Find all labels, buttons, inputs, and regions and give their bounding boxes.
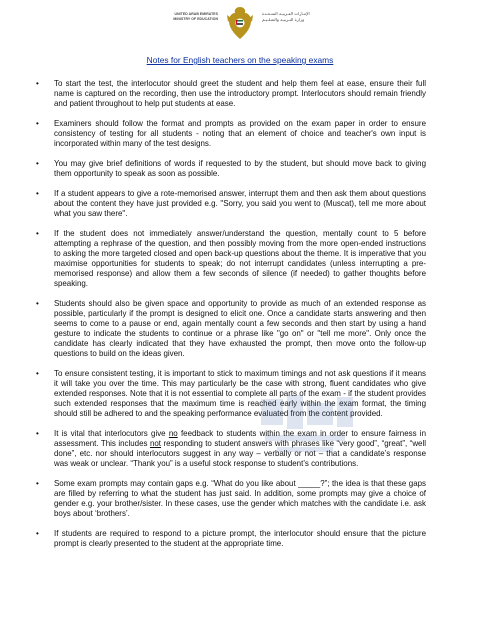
note-item-feedback: [54, 429, 426, 469]
note-item: • Students should also be given space and opportunity to provide as much of an extended response as possible, particularly if the prompt is designed to elicit one. Once a candidate starts answering and then seems to come to a pause or end, again mentally count a few seconds and then start by using a hand gesture to indicate the students to continue or a phrase like "go on" or "tell me more". Only once the candidate has clearly indicated that they have exhausted the prompt, then move onto the follow-up questions to build on the ideas given.: [54, 299, 426, 359]
note-text: feedback to students within the exam in order to ensure fairness in assessment. This includes: [54, 429, 426, 448]
letterhead: [0, 0, 480, 46]
ministry-line: وزارة التـربيـة والتعـلـيـم: [262, 17, 305, 22]
note-item: • Some exam prompts may contain gaps e.g. “What do you like about _____?”; the idea is that these gaps are filled by referring to what the student has just said. In addition, some prompts may give a choice of gender e.g. your brother/sister. In these cases, use the gender which matches with the candidate i.e. ask boys about ‘brothers’.: [54, 479, 426, 519]
note-item: • If the student does not immediately answer/understand the question, mentally count to 5 before attempting a rephrase of the question, and then possibly moving from the more open-ended instructions to asking the more targeted closed and open back-up questions about the theme. It is imperative that you maximise opportunities for students to speak; do not interrupt candidates (unless interrupting a pre-memorised response) and allow them a few seconds of silence (if needed) to gather thoughts before speaking.: [54, 229, 426, 289]
note-item: • To start the test, the interlocutor should greet the student and help them feel at ease, ensure their full name is captured on the recording, then use the introductory prompt. Interlocutors should remain friendly and patient throughout to help put students at ease.: [54, 79, 426, 109]
note-item: • If a student appears to give a rote-memorised answer, interrupt them and then ask them about questions about the content they have just provided e.g. "Sorry, you said you went to (Muscat), tell me more about what you saw there".: [54, 189, 426, 219]
note-text: responding to student answers with phrases like “very good”, “great”, “well done”, etc. nor should interlocutors suggest in any way – verbally or not – that a candidate’s response was weak or unclear. “Thank you” is a useful stock response to student’s contributions.: [54, 439, 426, 468]
ministry-name-arabic: [262, 11, 310, 23]
document-title: Notes for English teachers on the speaking exams: [146, 55, 334, 65]
falcon-emblem-icon: [225, 3, 255, 43]
ministry-line: الإمـارات العـربيـة المتـحـدة: [262, 11, 310, 16]
ministry-line: UNITED ARAB EMIRATES: [174, 12, 218, 16]
ministry-line: MINISTRY OF EDUCATION: [173, 17, 218, 21]
note-item: • To ensure consistent testing, it is important to stick to maximum timings and not ask questions if it means it will take you over the time. This may particularly be the case with strong, fluent candidates who give extended responses. Note that it is not essential to complete all parts of the exam - if the student provides such extended responses that the maximum time is reached early within the exam format, the timing should still be adhered to and the speaking performance evaluated from the content provided.: [54, 369, 426, 419]
notes-list: [54, 79, 426, 549]
note-item: • You may give brief definitions of words if requested to by the student, but should move back to giving them opportunity to speak as soon as possible.: [54, 159, 426, 179]
watermark-logo-icon: [257, 393, 357, 461]
note-item: • If students are required to respond to a picture prompt, the interlocutor should ensure that the picture prompt is clearly presented to the student at the appropriate time.: [54, 529, 426, 549]
note-emphasis: not: [149, 439, 161, 448]
ministry-name-english: [173, 12, 218, 22]
note-item: • Examiners should follow the format and prompts as provided on the exam paper in order to ensure consistency of testing for all students - noting that an element of choice and teacher's own input is incorporated within many of the test designs.: [54, 119, 426, 149]
note-text: It is vital that interlocutors give: [54, 429, 169, 438]
note-emphasis: no: [168, 429, 178, 438]
